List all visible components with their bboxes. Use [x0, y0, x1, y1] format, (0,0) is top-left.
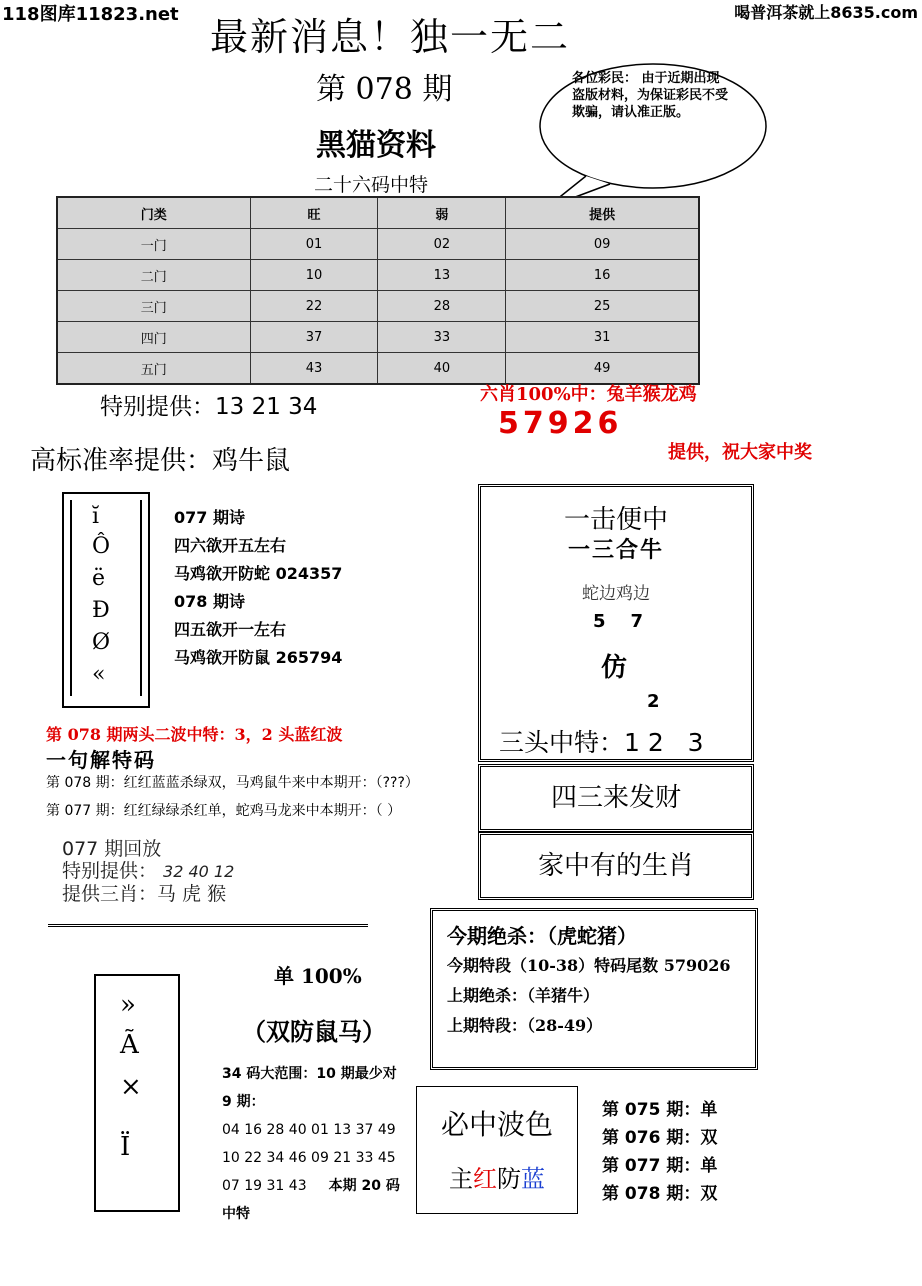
- wave-main: 主: [449, 1165, 473, 1193]
- special-offer: 特别提供：13 21 34: [100, 394, 318, 420]
- glyph-box-2: [94, 974, 180, 1212]
- glyph: Ã: [120, 1030, 139, 1060]
- kill-line: 上期特段：（28-49）: [447, 1016, 603, 1035]
- table-cell: 09: [506, 229, 699, 260]
- range-nums: 04 16 28 40 01 13 37 49: [222, 1122, 396, 1138]
- red-number: 57926: [498, 406, 623, 441]
- glyph: »: [120, 990, 136, 1020]
- site-left[interactable]: 118图库11823.net: [2, 4, 179, 25]
- table-row: [57, 260, 699, 291]
- wave-red: 红: [473, 1165, 497, 1193]
- poem-line: 078 期诗: [174, 592, 245, 611]
- poem-line: 四五欲开一左右: [174, 620, 287, 639]
- review-title: 077 期回放: [62, 838, 162, 860]
- one-hit-two: 2: [647, 691, 660, 712]
- range-block: [222, 1060, 410, 1228]
- bubble-text: 各位彩民： 由于近期出现盗版材料，为保证彩民不受欺骗，请认准正版。: [572, 71, 728, 120]
- glyph: Ï: [120, 1132, 131, 1162]
- table-cell: 01: [250, 229, 378, 260]
- riddle-077: 第 077 期：红红绿绿杀红单，蛇鸡马龙来中本期开：（ ）: [46, 803, 402, 819]
- page-title: 最新消息！独一无二: [210, 15, 571, 59]
- table-cell: 33: [378, 322, 506, 353]
- table-cell: 28: [378, 291, 506, 322]
- poem-block: [174, 504, 342, 672]
- table-cell: 三门: [57, 291, 250, 322]
- wave-fang: 防: [497, 1165, 521, 1193]
- one-hit-box: [478, 484, 754, 762]
- table-cell: 一门: [57, 229, 250, 260]
- high-rate-offer: 高标准率提供：鸡牛鼠: [30, 446, 291, 476]
- table-cell: 25: [506, 291, 699, 322]
- table-cell: 二门: [57, 260, 250, 291]
- table-row: [57, 229, 699, 260]
- table-header: 旺: [250, 197, 378, 229]
- single-100: 单 100%: [274, 964, 362, 988]
- poem-line: 077 期诗: [174, 508, 245, 527]
- glyph: Ø: [92, 630, 111, 655]
- riddle-078: 第 078 期：红红蓝蓝杀绿双，马鸡鼠牛来中本期开：（???）: [46, 775, 419, 791]
- one-hit-fang: 仿: [601, 653, 628, 683]
- two-wave-line: 第 078 期两头二波中特：3，2 头蓝红波: [46, 725, 343, 744]
- kill-line: 今期绝杀：（虎蛇猪）: [447, 924, 637, 948]
- table-cell: 40: [378, 353, 506, 385]
- history-item: 第 075 期：单: [602, 1100, 718, 1120]
- table-cell: 四门: [57, 322, 250, 353]
- glyph: ×: [120, 1072, 142, 1102]
- number-grid: [56, 196, 700, 385]
- poem-line: 四六欲开五左右: [174, 536, 287, 555]
- panther-title: 黑猫资料: [316, 128, 436, 163]
- range-intro: 34 码大范围：10 期最少对 9 期：: [222, 1066, 397, 1110]
- divider: [48, 924, 368, 927]
- review-special-nums: 32 40 12: [163, 862, 235, 881]
- review-three: 提供三肖：马 虎 猴: [62, 883, 227, 905]
- table-cell: 31: [506, 322, 699, 353]
- history-item: 第 078 期：双: [602, 1184, 718, 1204]
- dual-guard: （双防鼠马）: [242, 1017, 386, 1046]
- kill-line: 今期特段（10-38）特码尾数 579026: [447, 956, 731, 975]
- range-tail: 本期 20 码中特: [222, 1178, 400, 1222]
- history-list: [602, 1096, 717, 1208]
- glyph: Ð: [92, 598, 110, 623]
- poem-line: 马鸡欲开防蛇 024357: [174, 564, 343, 583]
- range-nums: 10 22 34 46 09 21 33 45: [222, 1150, 396, 1166]
- six-zodiac-red: 六肖100%中：兔羊猴龙鸡: [480, 384, 697, 405]
- three-head: 三头中特：1 2 3: [499, 728, 704, 757]
- one-hit-nums: 5 7: [592, 611, 644, 632]
- subtitle: 二十六码中特: [314, 174, 429, 196]
- table-row: [57, 322, 699, 353]
- table-header-row: [57, 197, 699, 229]
- one-sentence-title: 一句解特码: [46, 748, 156, 772]
- table-cell: 43: [250, 353, 378, 385]
- poem-line: 马鸡欲开防鼠 265794: [174, 648, 343, 667]
- one-hit-title: 一击便中: [563, 505, 668, 535]
- wave-blue: 蓝: [521, 1165, 545, 1193]
- table-cell: 五门: [57, 353, 250, 385]
- table-cell: 16: [506, 260, 699, 291]
- one-hit-line3: 蛇边鸡边: [582, 584, 650, 604]
- one-hit-line2: 一三合牛: [567, 537, 664, 563]
- review-special-label: 特别提供：: [62, 860, 158, 882]
- review-special: [62, 860, 234, 883]
- range-nums-last: [222, 1172, 410, 1228]
- table-cell: 10: [250, 260, 378, 291]
- glyph-box-inner: [70, 500, 142, 696]
- table-row: [57, 291, 699, 322]
- glyph: ë: [92, 566, 106, 591]
- kill-box: [430, 908, 758, 1070]
- fortune-box: 四三来发财: [478, 764, 754, 832]
- table-cell: 02: [378, 229, 506, 260]
- glyph: Ô: [92, 534, 111, 559]
- table-header: 门类: [57, 197, 250, 229]
- site-right[interactable]: 喝普洱茶就上8635.com: [734, 3, 918, 22]
- table-header: 提供: [506, 197, 699, 229]
- glyph: ĭ: [92, 504, 100, 529]
- glyph: «: [92, 662, 106, 687]
- wave-title: 必中波色: [440, 1108, 553, 1141]
- history-item: 第 077 期：单: [602, 1156, 718, 1176]
- home-zodiac-box: 家中有的生肖: [478, 832, 754, 900]
- kill-text: [447, 921, 731, 1041]
- table-header: 弱: [378, 197, 506, 229]
- table-cell: 49: [506, 353, 699, 385]
- wave-line: [417, 1159, 577, 1194]
- table-cell: 37: [250, 322, 378, 353]
- wave-box: [416, 1086, 578, 1214]
- table-cell: 22: [250, 291, 378, 322]
- red-wish: 提供，祝大家中奖: [668, 442, 812, 463]
- kill-line: 上期绝杀：（羊猪牛）: [447, 986, 600, 1005]
- table-cell: 13: [378, 260, 506, 291]
- review-block: [62, 838, 234, 905]
- issue-number: 第 078 期: [316, 72, 453, 107]
- history-item: 第 076 期：双: [602, 1128, 718, 1148]
- range-nums: 07 19 31 43: [222, 1178, 307, 1194]
